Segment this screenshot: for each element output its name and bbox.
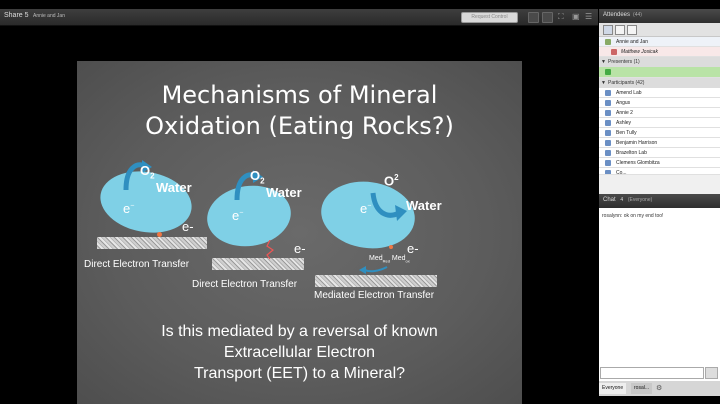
full-screen-icon[interactable]: [542, 12, 553, 23]
request-control-button[interactable]: Request Control: [461, 12, 518, 23]
participant-icon: [605, 120, 611, 126]
participant-row[interactable]: [599, 168, 720, 175]
tab-private[interactable]: rosal...: [631, 383, 652, 394]
panel-1-caption: Direct Electron Transfer: [84, 259, 190, 270]
attendees-toolbar: [599, 23, 720, 37]
collapse-icon: ▼: [601, 59, 606, 65]
participant-name: Ashley: [616, 120, 632, 126]
participant-row[interactable]: [599, 148, 720, 158]
mineral-surface-3: [315, 275, 437, 287]
o2-label-1: $O_2$: [140, 163, 155, 181]
water-label-3: Water: [406, 198, 442, 213]
attendees-title: Attendees: [603, 12, 631, 18]
slide-title-line-2: Oxidation (Eating Rocks?): [145, 112, 454, 140]
participant-name: Amend Lab: [616, 90, 642, 96]
participants-section[interactable]: [599, 78, 720, 88]
fit-width-icon[interactable]: [528, 12, 539, 23]
panel-2-caption: Direct Electron Transfer: [192, 279, 298, 290]
share-pod-title: Share 5: [4, 12, 29, 19]
participant-row[interactable]: [599, 88, 720, 98]
participant-row[interactable]: [599, 138, 720, 148]
sort-icon[interactable]: [627, 25, 637, 35]
chat-tabs: [599, 381, 720, 396]
attendees-pod: [599, 9, 720, 194]
electron-out-label-1: e-: [182, 219, 194, 234]
participant-row[interactable]: [599, 98, 720, 108]
participant-row[interactable]: [599, 108, 720, 118]
host-member-icon: [611, 49, 617, 55]
chat-message-user: rosalynn:: [602, 213, 623, 219]
attendees-count: (44): [633, 12, 642, 18]
participant-row[interactable]: [599, 118, 720, 128]
chat-input[interactable]: [600, 367, 704, 379]
presenter-icon: [605, 69, 611, 75]
host-member-name: Matthew Josicak: [621, 49, 658, 55]
participant-icon: [605, 110, 611, 116]
nanowire-2: [263, 240, 277, 260]
contact-point-1: [157, 232, 162, 237]
host-group-label: Annie and Jan: [616, 39, 648, 45]
electron-out-label-3: e-: [407, 241, 419, 256]
panel-3-caption: Mediated Electron Transfer: [314, 290, 435, 301]
chat-pod: [599, 194, 720, 396]
participant-icon: [605, 150, 611, 156]
participant-icon: [605, 130, 611, 136]
water-label-1: Water: [156, 180, 192, 195]
participant-row[interactable]: [599, 158, 720, 168]
grid-view-icon[interactable]: [615, 25, 625, 35]
mediator-point-3: [389, 245, 393, 249]
chat-title: Chat: [603, 197, 616, 203]
electron-label-3: e−: [360, 201, 372, 216]
participant-name: Clemens Glombitza: [616, 160, 660, 166]
presenter-row[interactable]: [599, 67, 720, 78]
attendees-header: [599, 9, 720, 23]
participant-name: Co...: [616, 170, 627, 175]
slide-title: [77, 80, 522, 142]
host-icon: [605, 39, 611, 45]
participants-label: Participants (42): [608, 80, 645, 86]
participant-name: Annie 2: [616, 110, 633, 116]
water-label-2: Water: [266, 185, 302, 200]
pod-menu-icon[interactable]: ☰: [585, 12, 593, 21]
participant-icon: [605, 170, 611, 175]
chat-count: 4: [620, 197, 624, 203]
tab-everyone[interactable]: Everyone: [599, 383, 626, 394]
presenter-name: Annie and Jan: [33, 13, 65, 19]
electron-out-label-2: e-: [294, 241, 306, 256]
host-group[interactable]: [599, 37, 720, 47]
participant-name: Benjamin Harrison: [616, 140, 658, 146]
slide: [77, 61, 522, 404]
o2-label-2: $O_2$: [250, 168, 265, 186]
sync-icon[interactable]: ⛶: [558, 12, 564, 21]
chat-header: [599, 194, 720, 208]
chat-scope: (Everyone): [627, 197, 653, 203]
mineral-surface-2: [212, 258, 304, 270]
oxygen-arrow-3: [369, 189, 409, 229]
participant-name: Brazelton Lab: [616, 150, 647, 156]
presenters-section[interactable]: [599, 57, 720, 67]
participant-row[interactable]: [599, 128, 720, 138]
chat-options-icon[interactable]: ⚙: [656, 385, 663, 392]
mediator-arrow: [359, 264, 389, 274]
o2-label-3: $O^2$: [384, 173, 399, 189]
share-pod-header: [0, 9, 598, 26]
share-content: [0, 26, 598, 396]
participant-icon: [605, 160, 611, 166]
mineral-surface-1: [97, 237, 207, 249]
participant-icon: [605, 90, 611, 96]
maximize-icon[interactable]: ▣: [572, 12, 580, 21]
participant-name: Angus: [616, 100, 631, 106]
mediator-label: Med$_{Red}$ Med$_{ox}$: [369, 255, 410, 264]
participant-icon: [605, 140, 611, 146]
question-line-1: Is this mediated by a reversal of known: [161, 323, 438, 340]
send-icon[interactable]: [705, 367, 718, 379]
slide-title-line-1: Mechanisms of Mineral: [161, 81, 438, 109]
list-view-icon[interactable]: [603, 25, 613, 35]
question-line-3: Transport (EET) to a Mineral?: [193, 365, 406, 382]
electron-label-2: e−: [232, 208, 244, 223]
participant-icon: [605, 100, 611, 106]
participant-name: Ben Tully: [616, 130, 637, 136]
slide-question: [77, 321, 522, 384]
chat-message-text: ok on my end too!: [623, 213, 664, 219]
electron-label-1: e−: [123, 201, 135, 216]
question-line-2: Extracellular Electron: [223, 344, 376, 361]
chat-message: [602, 213, 663, 219]
share-pod: [0, 9, 598, 396]
host-member[interactable]: [599, 47, 720, 57]
presenters-label: Presenters (1): [608, 59, 640, 65]
collapse-icon-2: ▼: [601, 80, 606, 86]
